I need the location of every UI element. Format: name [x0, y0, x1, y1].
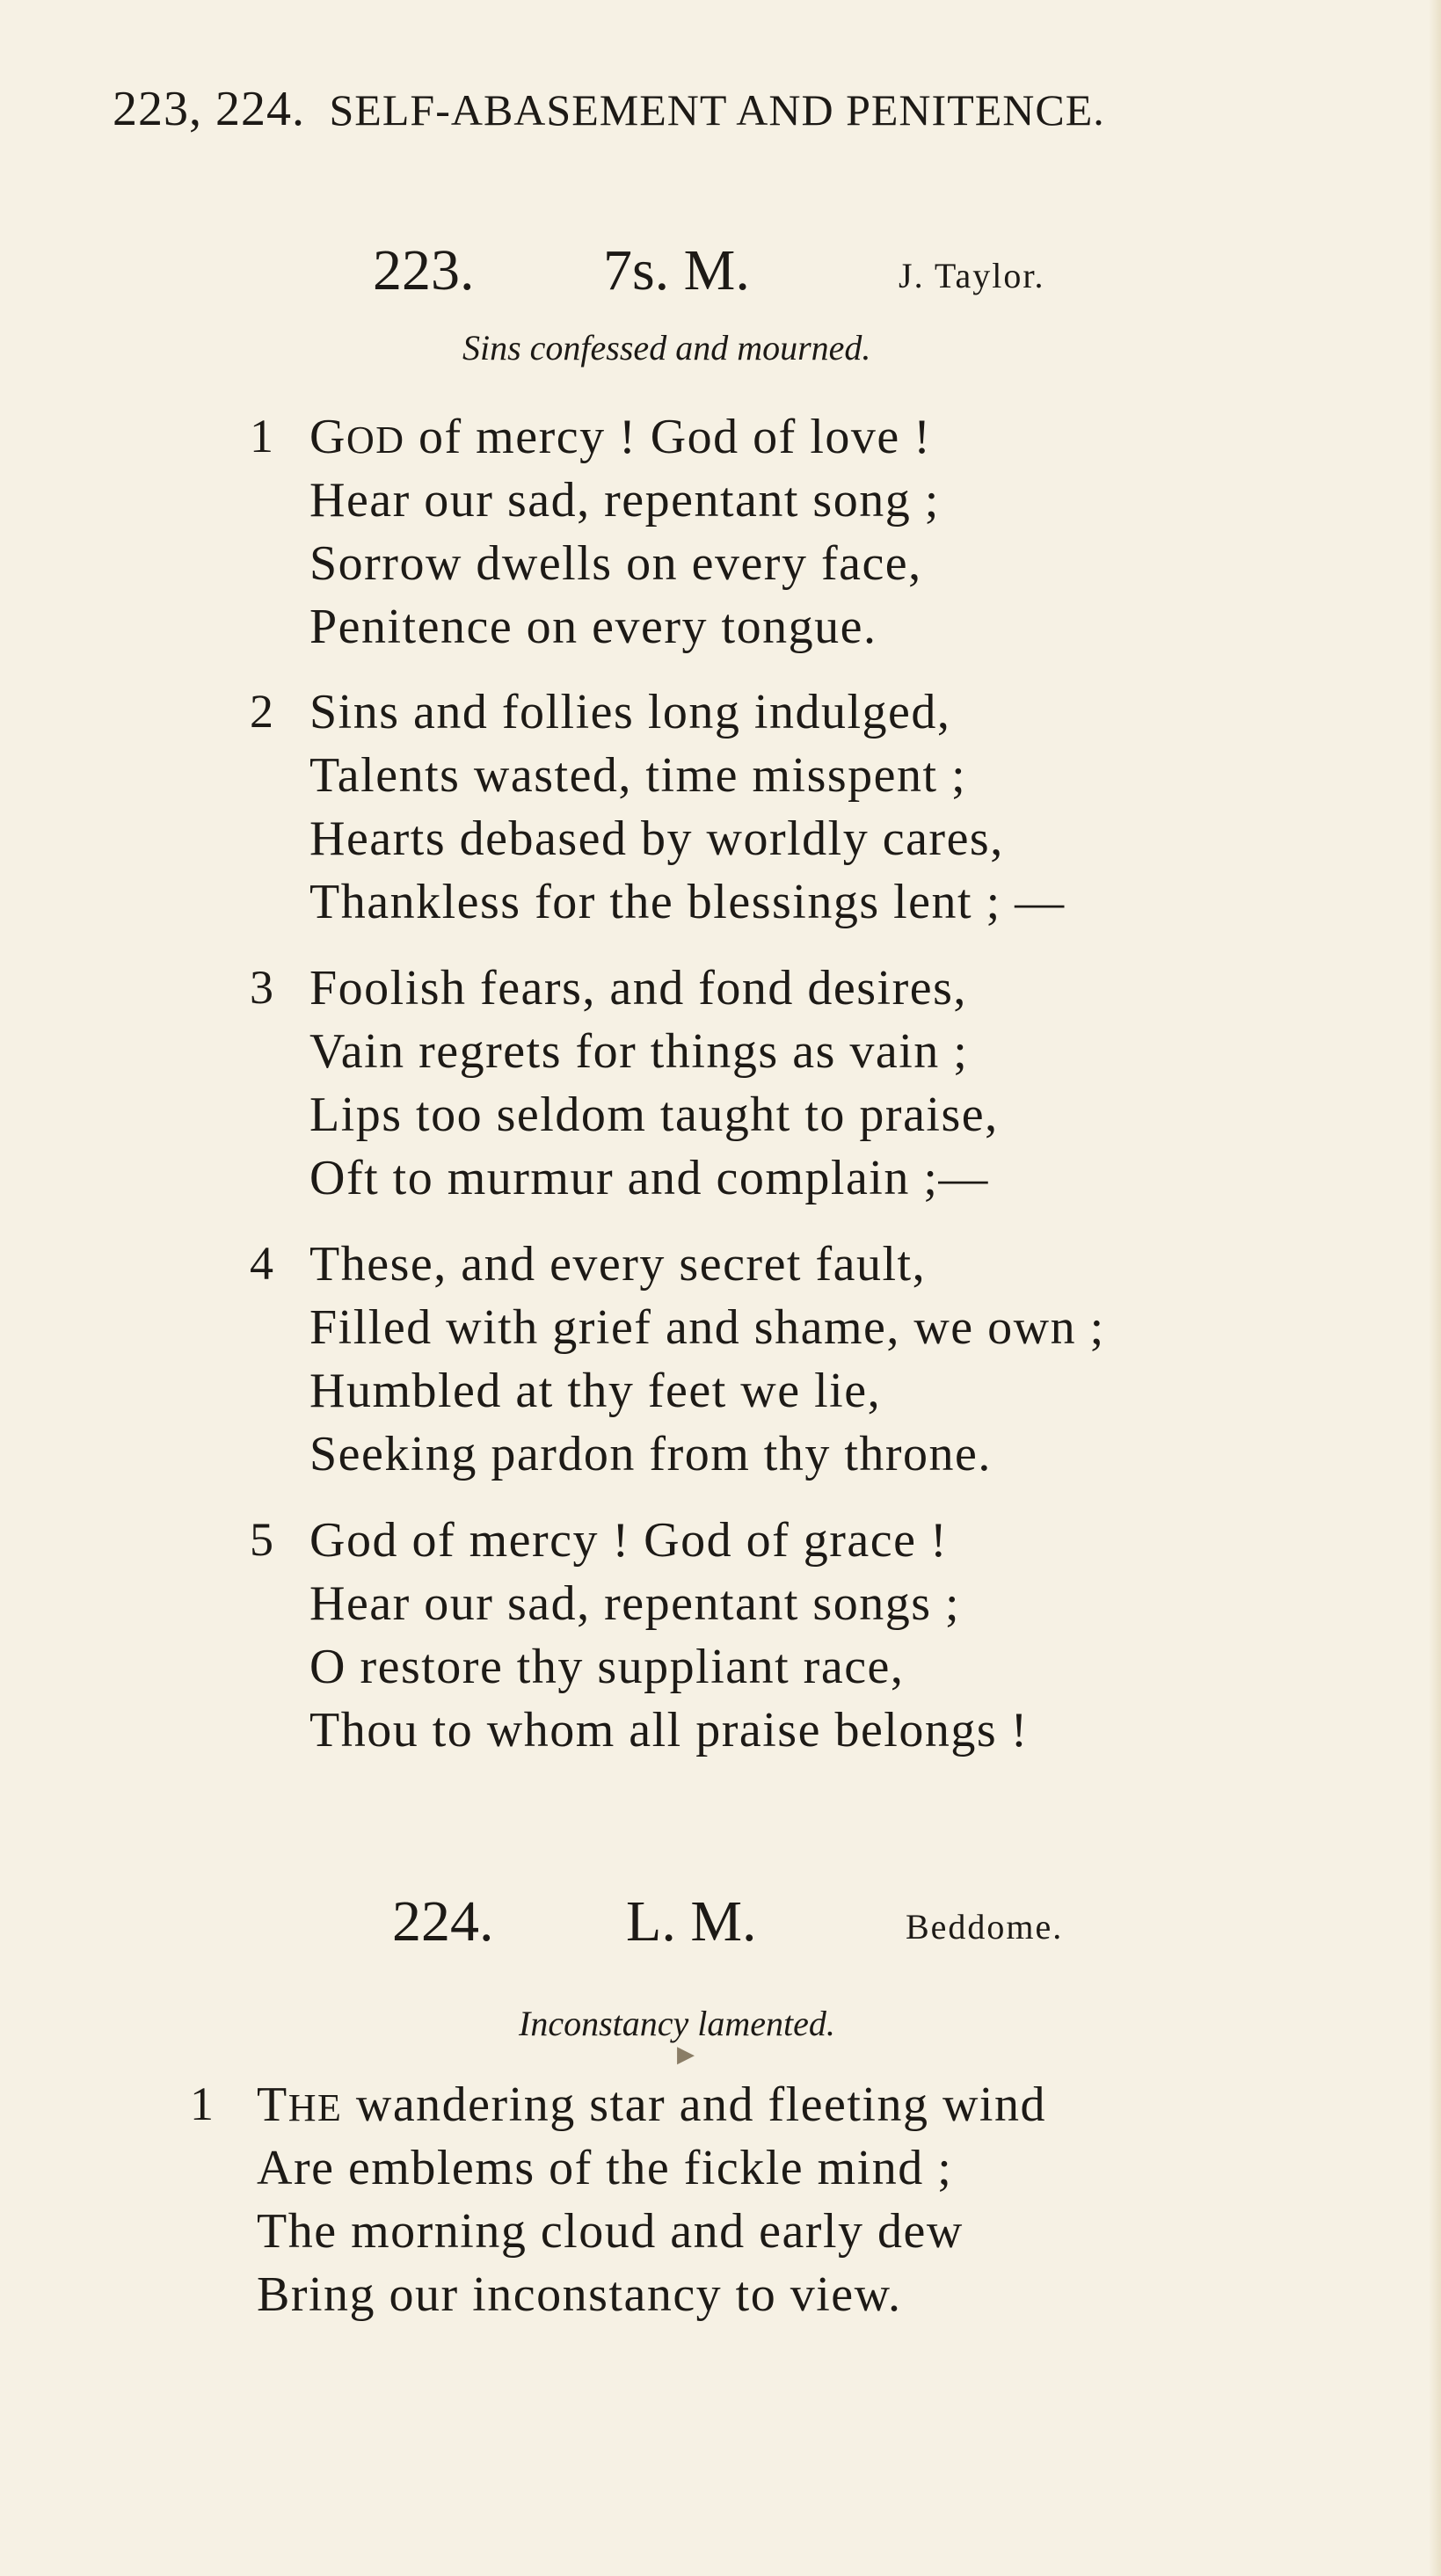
hymn-number: 223.: [373, 238, 475, 302]
verse-line: Bring our inconstancy to view.: [257, 2267, 902, 2322]
verse-line: Seeking pardon from thy throne.: [309, 1427, 992, 1481]
verse-line: Penitence on every tongue.: [309, 600, 877, 654]
verse-line: Thankless for the blessings lent ; —: [309, 875, 1066, 929]
printer-ornament-icon: ▶: [677, 2041, 695, 2067]
verse-line: [257, 2077, 1046, 2133]
verse-number: 1: [250, 410, 273, 462]
first-word: GOD: [309, 410, 405, 464]
verse-line: Are emblems of the fickle mind ;: [257, 2141, 953, 2195]
verse-number: 5: [250, 1513, 273, 1566]
verse-line: Sorrow dwells on every face,: [309, 536, 922, 591]
verse-number: 1: [190, 2078, 214, 2130]
hymn-number: 224.: [392, 1889, 494, 1954]
running-head: [113, 81, 1105, 137]
verse-line: Foolish fears, and fond desires,: [309, 961, 967, 1015]
line-rest: of mercy ! God of love !: [404, 410, 932, 464]
hymn-meter: L. M.: [626, 1889, 757, 1954]
verse-line: O restore thy suppliant race,: [309, 1640, 905, 1694]
verse-line: Filled with grief and shame, we own ;: [309, 1300, 1105, 1355]
hymn-meter: 7s. M.: [603, 238, 750, 302]
hymn-subtitle: Inconstancy lamented.: [519, 2004, 835, 2043]
verse-number: 3: [250, 961, 273, 1014]
verse-line: God of mercy ! God of grace !: [309, 1513, 949, 1568]
verse-line: Vain regrets for things as vain ;: [309, 1024, 969, 1079]
verse-line: Hear our sad, repentant song ;: [309, 473, 940, 528]
verse-line: Lips too seldom taught to praise,: [309, 1088, 999, 1142]
verse-number: 4: [250, 1237, 273, 1290]
hymn-author: Beddome.: [906, 1907, 1064, 1947]
verse-line: [309, 409, 931, 465]
line-rest: wandering star and fleeting wind: [342, 2078, 1046, 2132]
verse-line: Hearts debased by worldly cares,: [309, 811, 1004, 866]
verse-line: Hear our sad, repentant songs ;: [309, 1576, 961, 1631]
running-head-numbers: 223, 224.: [113, 82, 305, 136]
verse-line: Talents wasted, time misspent ;: [309, 748, 967, 803]
verse-line: Thou to whom all praise belongs !: [309, 1703, 1029, 1757]
verse-line: These, and every secret fault,: [309, 1237, 927, 1292]
page-edge: [1429, 0, 1441, 2576]
verse-line: Oft to murmur and complain ;—: [309, 1151, 989, 1205]
verse-line: Sins and follies long indulged,: [309, 685, 951, 739]
hymn-author: J. Taylor.: [899, 256, 1045, 295]
hymn-subtitle: Sins confessed and mourned.: [462, 328, 871, 367]
first-word: THE: [257, 2078, 343, 2132]
running-head-title: SELF-ABASEMENT AND PENITENCE.: [329, 85, 1105, 135]
verse-line: The morning cloud and early dew: [257, 2204, 964, 2259]
verse-line: Humbled at thy feet we lie,: [309, 1364, 882, 1418]
verse-number: 2: [250, 685, 273, 738]
